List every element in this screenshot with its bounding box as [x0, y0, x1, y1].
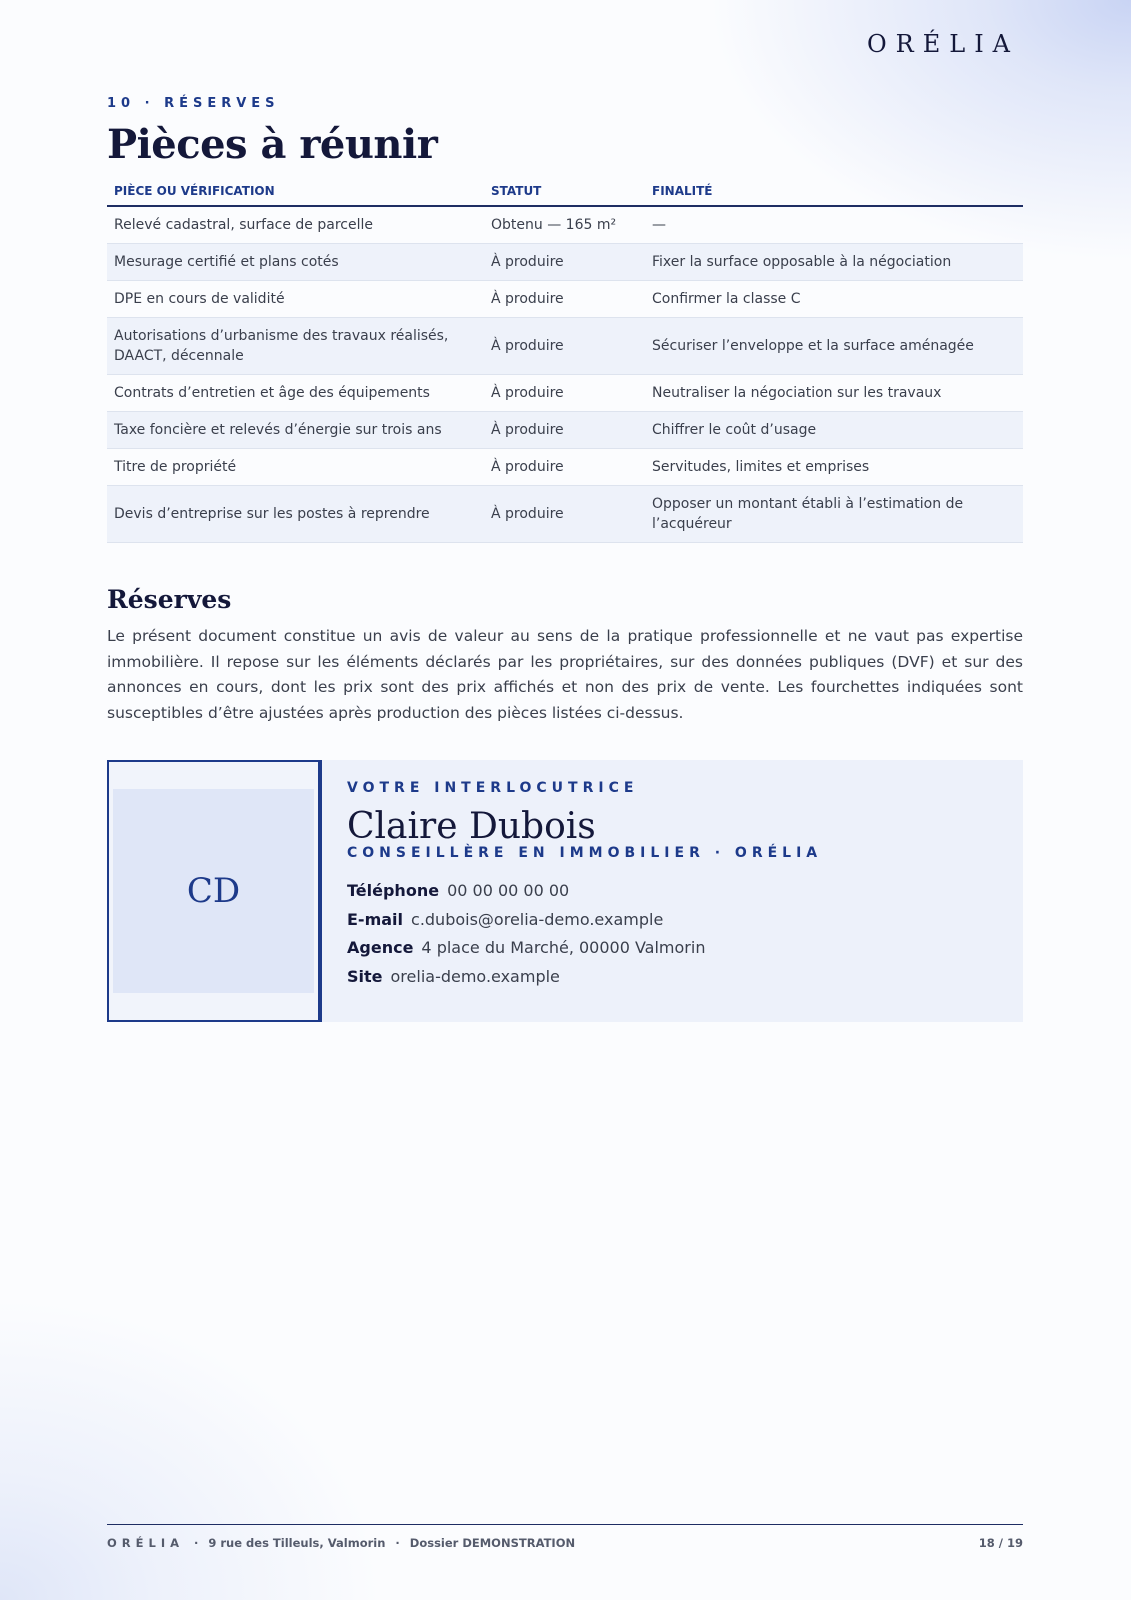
- contact-name: Claire Dubois: [347, 806, 596, 847]
- contact-phone-line: [347, 877, 1007, 906]
- page-title: Pièces à réunir: [107, 121, 438, 168]
- email-label: E-mail: [347, 909, 404, 929]
- brand-logo: ORÉLIA: [866, 30, 1019, 58]
- contact-details: [347, 780, 1007, 991]
- cell-piece: Relevé cadastral, surface de parcelle: [107, 206, 484, 244]
- reserves-heading: Réserves: [107, 585, 232, 614]
- footer-brand: ORÉLIA: [107, 1536, 184, 1550]
- page-footer: [107, 1536, 1023, 1550]
- footer-dossier: Dossier DEMONSTRATION: [409, 1536, 576, 1550]
- table-row: [107, 449, 1023, 486]
- page-content: [107, 96, 1023, 1022]
- site-value[interactable]: orelia-demo.example: [390, 966, 560, 986]
- documents-table: [107, 184, 1023, 543]
- table-row: [107, 375, 1023, 412]
- cell-piece: Contrats d’entretien et âge des équipements: [107, 375, 484, 412]
- table-row: [107, 244, 1023, 281]
- contact-eyebrow: VOTRE INTERLOCUTRICE: [347, 780, 639, 796]
- table-row: [107, 206, 1023, 244]
- contact-email-line: [347, 906, 1007, 935]
- cell-piece: Taxe foncière et relevés d’énergie sur trois ans: [107, 412, 484, 449]
- contact-agency-line: [347, 934, 1007, 963]
- cell-finalite: Confirmer la classe C: [645, 281, 1023, 318]
- column-header-piece: PIÈCE OU VÉRIFICATION: [107, 184, 484, 206]
- footer-separator: ·: [395, 1536, 400, 1550]
- table-row: [107, 412, 1023, 449]
- cell-finalite: —: [645, 206, 1023, 244]
- contact-role: CONSEILLÈRE EN IMMOBILIER · ORÉLIA: [347, 845, 823, 861]
- cell-statut: Obtenu — 165 m²: [484, 206, 645, 244]
- cell-finalite: Opposer un montant établi à l’estimation de l’acquéreur: [645, 486, 1023, 543]
- reserves-paragraph: Le présent document constitue un avis de valeur au sens de la pratique professionnelle et ne vaut pas expertise immobilière. Il repose sur les éléments déclarés par les propriétaires, sur des données publiques (DVF) et sur des annonces en cours, dont les prix sont des prix affichés et non des prix de vente. Les fourchettes indiquées sont susceptibles d’être ajustées après production des pièces listées ci-dessus.: [107, 627, 1023, 722]
- footer-divider: [107, 1524, 1023, 1525]
- site-label: Site: [347, 966, 383, 986]
- cell-finalite: Fixer la surface opposable à la négociation: [645, 244, 1023, 281]
- email-value[interactable]: c.dubois@orelia-demo.example: [411, 909, 664, 929]
- cell-statut: À produire: [484, 486, 645, 543]
- avatar-placeholder: [113, 789, 314, 993]
- footer-left: [107, 1536, 575, 1550]
- agency-label: Agence: [347, 938, 414, 957]
- table-row: [107, 318, 1023, 375]
- phone-value[interactable]: 00 00 00 00 00: [447, 881, 570, 900]
- contact-info-list: [347, 877, 1007, 991]
- avatar: [107, 760, 322, 1022]
- cell-statut: À produire: [484, 449, 645, 486]
- agency-value: 4 place du Marché, 00000 Valmorin: [421, 938, 706, 957]
- cell-statut: À produire: [484, 375, 645, 412]
- cell-piece: Autorisations d’urbanisme des travaux réalisés, DAACT, décennale: [107, 318, 484, 375]
- contact-card: [107, 760, 1023, 1022]
- cell-piece: Titre de propriété: [107, 449, 484, 486]
- cell-piece: Mesurage certifié et plans cotés: [107, 244, 484, 281]
- cell-statut: À produire: [484, 281, 645, 318]
- page-number: 18 / 19: [978, 1536, 1023, 1550]
- cell-statut: À produire: [484, 318, 645, 375]
- cell-statut: À produire: [484, 244, 645, 281]
- cell-finalite: Neutraliser la négociation sur les travaux: [645, 375, 1023, 412]
- contact-site-line: [347, 963, 1007, 992]
- table-row: [107, 281, 1023, 318]
- avatar-initials: CD: [186, 871, 241, 911]
- cell-piece: Devis d’entreprise sur les postes à reprendre: [107, 486, 484, 543]
- phone-label: Téléphone: [347, 881, 440, 900]
- footer-separator: ·: [194, 1536, 199, 1550]
- table-header-row: [107, 184, 1023, 206]
- section-eyebrow: 10 · RÉSERVES: [107, 96, 280, 111]
- table-row: [107, 486, 1023, 543]
- cell-finalite: Sécuriser l’enveloppe et la surface aménagée: [645, 318, 1023, 375]
- cell-statut: À produire: [484, 412, 645, 449]
- cell-piece: DPE en cours de validité: [107, 281, 484, 318]
- cell-finalite: Chiffrer le coût d’usage: [645, 412, 1023, 449]
- column-header-finalite: FINALITÉ: [645, 184, 1023, 206]
- cell-finalite: Servitudes, limites et emprises: [645, 449, 1023, 486]
- footer-address: 9 rue des Tilleuls, Valmorin: [208, 1536, 386, 1550]
- column-header-statut: STATUT: [484, 184, 645, 206]
